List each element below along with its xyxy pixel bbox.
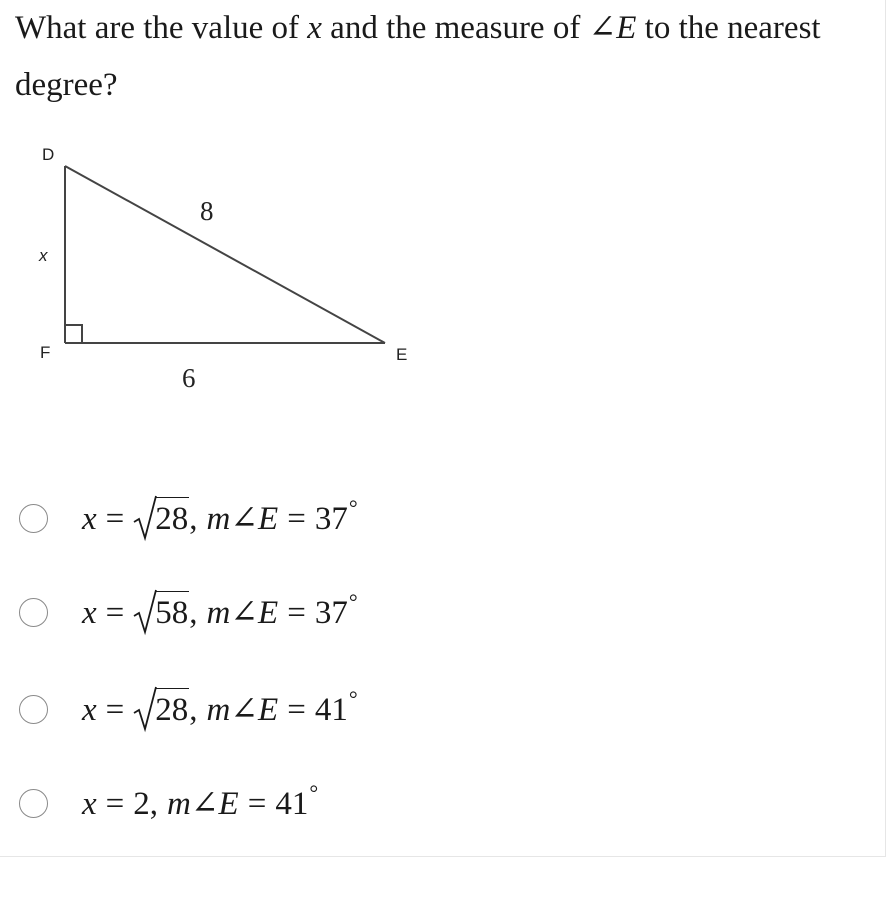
answer-option-3[interactable]	[0, 681, 700, 741]
question-part-2: and the measure of	[321, 10, 589, 46]
vertex-label-f: F	[40, 343, 51, 362]
answer-option-3-text: x = 28, m∠E = 41°	[82, 687, 358, 736]
answer-option-2-text: x = 58, m∠E = 37°	[82, 590, 358, 639]
radio-button-4[interactable]	[19, 789, 48, 818]
radicand: 28	[155, 688, 189, 729]
side-label-hypotenuse: 8	[200, 196, 214, 226]
radicand: 28	[155, 497, 189, 538]
question-text	[15, 0, 875, 114]
side-de-line	[65, 166, 385, 343]
radio-button-2[interactable]	[19, 598, 48, 627]
right-angle-marker	[65, 325, 82, 343]
question-var-e: E	[616, 10, 637, 46]
question-angle-symbol: ∠	[588, 10, 617, 46]
radical-sign-icon	[133, 492, 157, 542]
radical-sign-icon	[133, 683, 157, 733]
radio-button-1[interactable]	[19, 504, 48, 533]
answer-option-4[interactable]	[0, 775, 700, 835]
answer-option-1[interactable]	[0, 490, 700, 550]
vertex-label-d: D	[42, 145, 55, 164]
question-part-3: to the nearest degree?	[15, 10, 821, 103]
square-root	[133, 687, 189, 733]
answer-option-2[interactable]	[0, 584, 700, 644]
vertex-label-e: E	[396, 345, 408, 364]
radio-button-3[interactable]	[19, 695, 48, 724]
side-label-x: x	[39, 246, 48, 265]
answer-option-1-text: x = 28, m∠E = 37°	[82, 496, 358, 545]
square-root	[133, 496, 189, 542]
triangle-diagram	[30, 140, 420, 400]
plain-value: 2	[133, 786, 150, 822]
radical-sign-icon	[133, 586, 157, 636]
triangle-figure	[30, 140, 420, 400]
square-root	[133, 590, 189, 636]
radicand: 58	[155, 591, 189, 632]
question-part-1: What are the value of	[15, 10, 308, 46]
side-label-base: 6	[182, 363, 196, 393]
answer-option-4-text: x = 2, m∠E = 41°	[82, 780, 319, 822]
question-var-x: x	[307, 10, 322, 46]
